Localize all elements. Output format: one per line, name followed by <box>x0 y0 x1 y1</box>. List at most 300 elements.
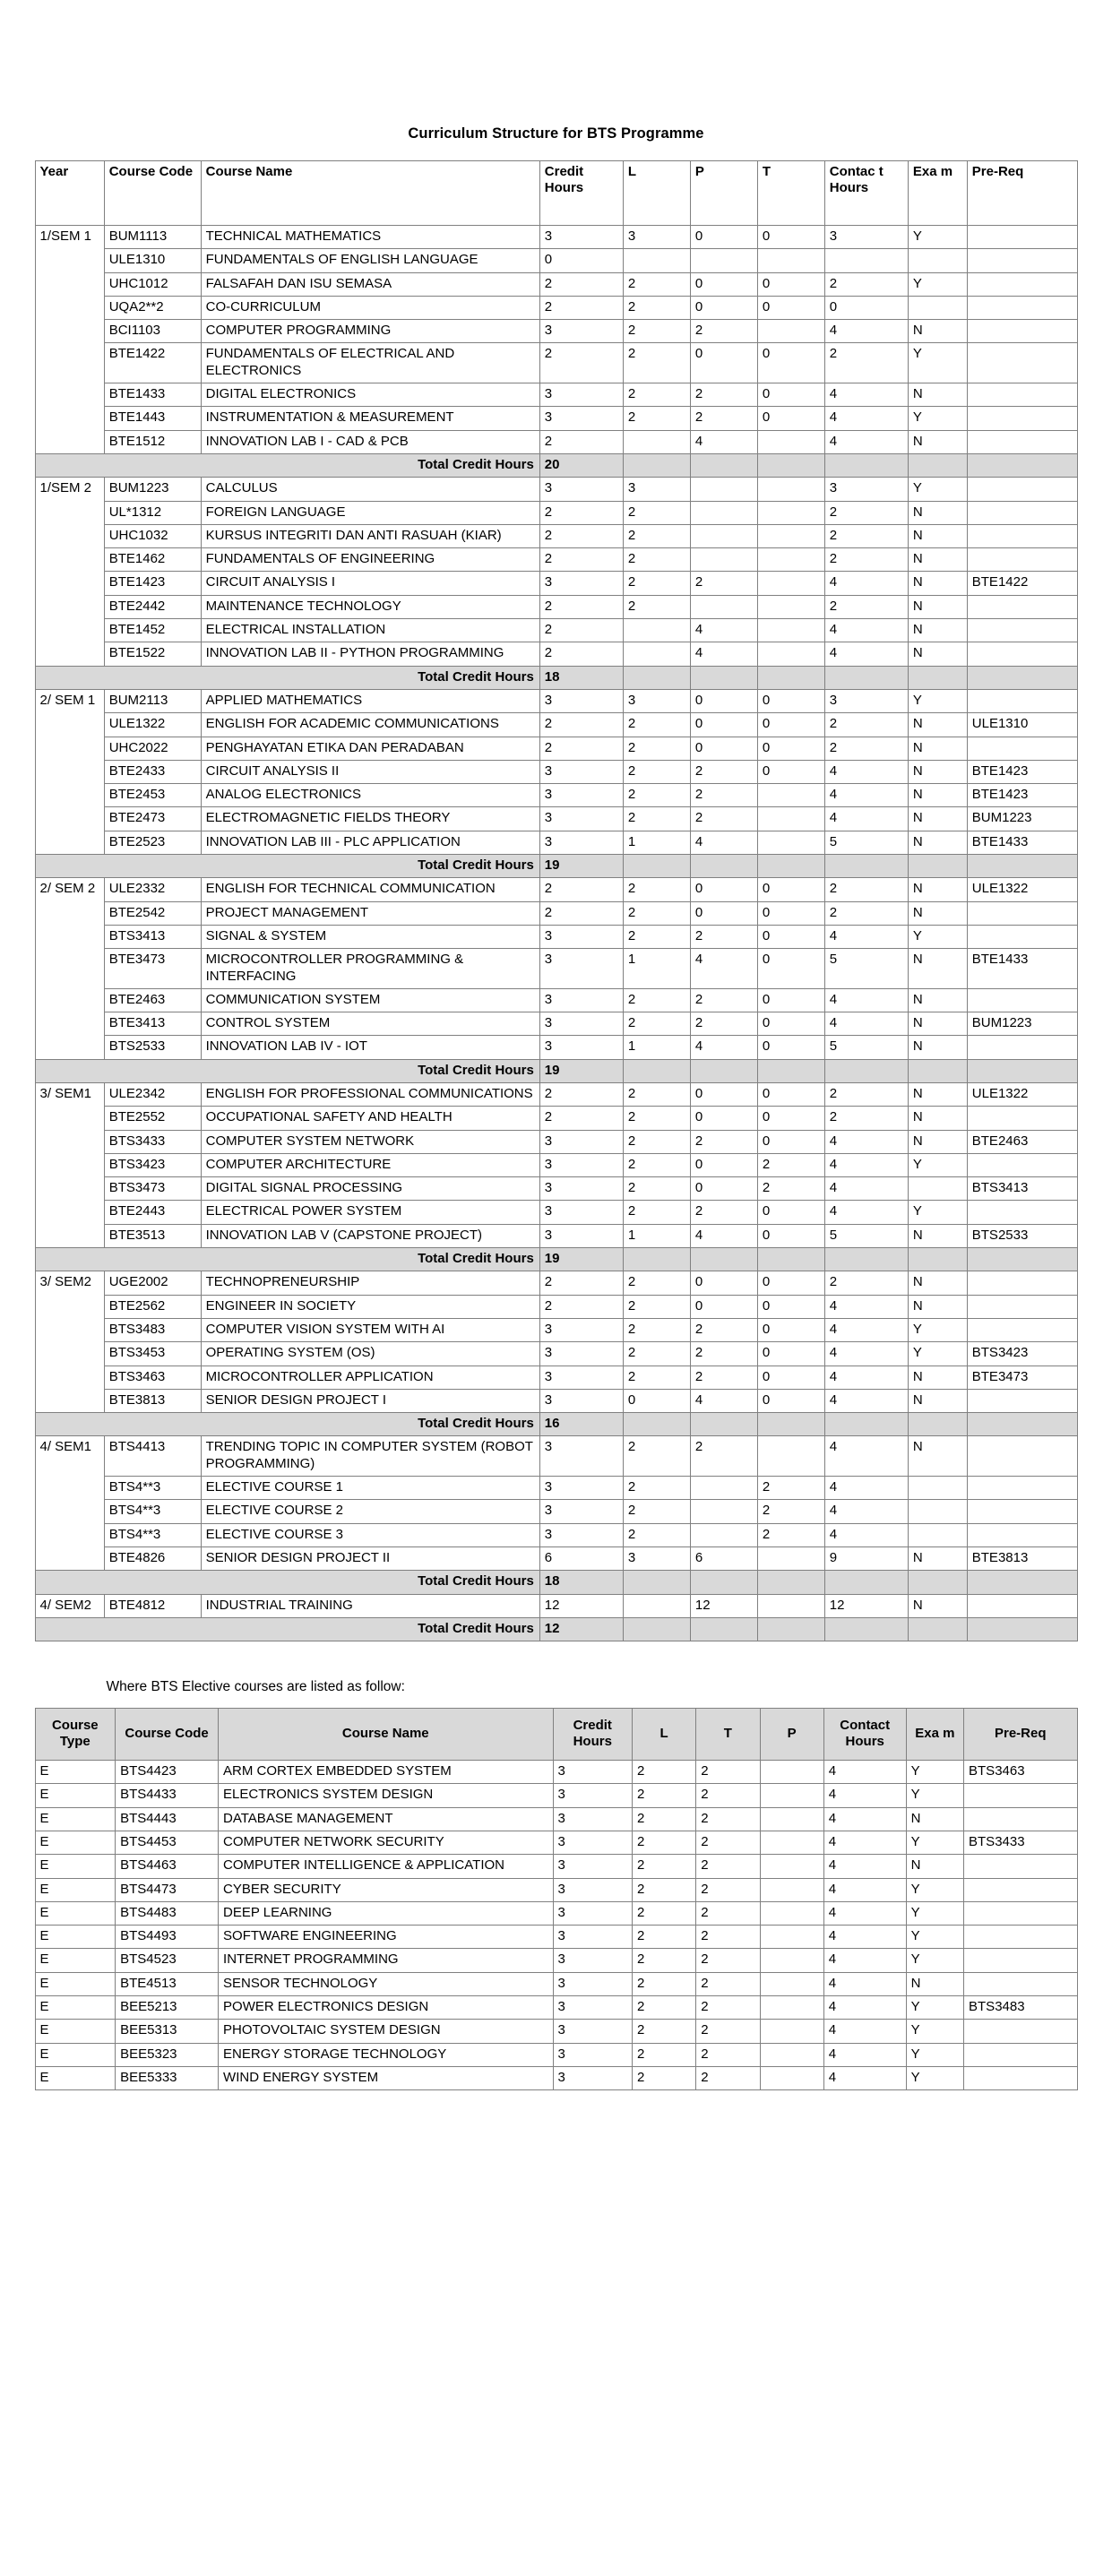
course-code-cell: BUM1223 <box>104 478 201 501</box>
prereq-cell <box>967 925 1077 948</box>
elective-note: Where BTS Elective courses are listed as follow: <box>106 1679 405 1695</box>
lecture-hours-cell: 2 <box>623 383 690 407</box>
course-code-cell: UHC1012 <box>104 272 201 296</box>
table-row <box>35 1201 1077 1224</box>
elective-tutorial-hours-cell: 2 <box>696 2043 760 2066</box>
total-row-empty-cell <box>967 453 1077 477</box>
elective-credit-hours-cell: 3 <box>553 1878 632 1901</box>
credit-hours-cell: 3 <box>539 1177 623 1201</box>
elective-lecture-hours-cell: 2 <box>633 2066 696 2089</box>
lecture-hours-cell: 2 <box>623 296 690 319</box>
course-name-cell: CO-CURRICULUM <box>201 296 539 319</box>
course-name-cell: FUNDAMENTALS OF ENGLISH LANGUAGE <box>201 249 539 272</box>
total-credit-hours-label: Total Credit Hours <box>35 855 539 878</box>
practical-hours-cell: 0 <box>690 1082 757 1106</box>
curriculum-table-header <box>35 161 1077 226</box>
elective-course-code-cell: BTS4483 <box>116 1901 219 1925</box>
practical-hours-cell: 2 <box>690 988 757 1012</box>
contact-hours-cell: 5 <box>824 831 908 854</box>
table-row <box>35 1295 1077 1318</box>
total-row-empty-cell <box>908 1571 967 1594</box>
practical-hours-cell: 12 <box>690 1594 757 1617</box>
lecture-hours-cell: 2 <box>623 1342 690 1366</box>
tutorial-hours-cell: 0 <box>757 1036 824 1059</box>
elective-credit-hours-cell: 3 <box>553 2066 632 2089</box>
contact-hours-cell: 2 <box>824 1271 908 1295</box>
elective-contact-hours-cell: 4 <box>823 1926 906 1949</box>
course-code-cell: BTE2542 <box>104 901 201 925</box>
contact-hours-cell: 2 <box>824 501 908 524</box>
table-row <box>35 619 1077 642</box>
exam-cell: N <box>908 1546 967 1570</box>
prereq-cell: BTS3413 <box>967 1177 1077 1201</box>
elective-course-type-cell: E <box>35 2066 116 2089</box>
elective-prereq-cell <box>964 1878 1077 1901</box>
table-row <box>35 1500 1077 1523</box>
course-name-cell: COMPUTER ARCHITECTURE <box>201 1153 539 1176</box>
exam-cell: N <box>908 760 967 783</box>
elective-exam-cell: N <box>906 1972 963 1995</box>
lecture-hours-cell: 2 <box>623 1130 690 1153</box>
course-name-cell: INDUSTRIAL TRAINING <box>201 1594 539 1617</box>
elective-practical-hours-cell <box>760 1972 823 1995</box>
elective-course-code-cell: BTS4453 <box>116 1831 219 1855</box>
elective-course-type-cell: E <box>35 1996 116 2020</box>
exam-cell <box>908 249 967 272</box>
column-header-course-code: Course Code <box>104 161 201 226</box>
elective-tutorial-hours-cell: 2 <box>696 1878 760 1901</box>
lecture-hours-cell: 2 <box>623 1082 690 1106</box>
lecture-hours-cell: 1 <box>623 1224 690 1247</box>
prereq-cell <box>967 1153 1077 1176</box>
credit-hours-cell: 3 <box>539 572 623 595</box>
course-name-cell: TECHNOPRENEURSHIP <box>201 1271 539 1295</box>
course-name-cell: SENIOR DESIGN PROJECT II <box>201 1546 539 1570</box>
column-header-elective-course-code: Course Code <box>116 1709 219 1761</box>
lecture-hours-cell: 2 <box>623 548 690 572</box>
credit-hours-cell: 2 <box>539 501 623 524</box>
table-row <box>35 1012 1077 1036</box>
elective-practical-hours-cell <box>760 1855 823 1878</box>
practical-hours-cell: 2 <box>690 1366 757 1389</box>
credit-hours-cell: 2 <box>539 595 623 618</box>
elective-table-row <box>35 1807 1077 1831</box>
exam-cell: N <box>908 430 967 453</box>
tutorial-hours-cell: 0 <box>757 988 824 1012</box>
column-header-credit-hours: Credit Hours <box>539 161 623 226</box>
tutorial-hours-cell: 0 <box>757 226 824 249</box>
elective-prereq-cell <box>964 1901 1077 1925</box>
course-name-cell: INNOVATION LAB IV - IOT <box>201 1036 539 1059</box>
course-name-cell: ENGINEER IN SOCIETY <box>201 1295 539 1318</box>
total-row-empty-cell <box>623 1248 690 1271</box>
practical-hours-cell: 0 <box>690 1177 757 1201</box>
course-code-cell: BTS4413 <box>104 1436 201 1477</box>
elective-exam-cell: Y <box>906 1996 963 2020</box>
contact-hours-cell: 3 <box>824 226 908 249</box>
course-code-cell: UGE2002 <box>104 1271 201 1295</box>
practical-hours-cell <box>690 478 757 501</box>
course-name-cell: ELECTROMAGNETIC FIELDS THEORY <box>201 807 539 831</box>
total-credit-hours-row <box>35 855 1077 878</box>
contact-hours-cell: 4 <box>824 1477 908 1500</box>
table-row <box>35 407 1077 430</box>
elective-credit-hours-cell: 3 <box>553 2020 632 2043</box>
exam-cell: Y <box>908 1153 967 1176</box>
elective-course-name-cell: COMPUTER INTELLIGENCE & APPLICATION <box>219 1855 553 1878</box>
lecture-hours-cell: 2 <box>623 320 690 343</box>
credit-hours-cell: 3 <box>539 784 623 807</box>
prereq-cell <box>967 249 1077 272</box>
contact-hours-cell: 4 <box>824 1436 908 1477</box>
total-row-empty-cell <box>908 1059 967 1082</box>
course-name-cell: INNOVATION LAB II - PYTHON PROGRAMMING <box>201 642 539 666</box>
practical-hours-cell: 2 <box>690 572 757 595</box>
elective-tutorial-hours-cell: 2 <box>696 1807 760 1831</box>
total-credit-hours-row <box>35 666 1077 689</box>
contact-hours-cell: 4 <box>824 1012 908 1036</box>
practical-hours-cell: 0 <box>690 689 757 712</box>
year-semester-cell: 3/ SEM1 <box>35 1082 104 1247</box>
course-code-cell: BTS2533 <box>104 1036 201 1059</box>
lecture-hours-cell: 2 <box>623 878 690 901</box>
exam-cell: N <box>908 901 967 925</box>
elective-lecture-hours-cell: 2 <box>633 2020 696 2043</box>
practical-hours-cell: 4 <box>690 831 757 854</box>
exam-cell: N <box>908 784 967 807</box>
elective-lecture-hours-cell: 2 <box>633 1996 696 2020</box>
prereq-cell <box>967 548 1077 572</box>
column-header-elective-prereq: Pre-Req <box>964 1709 1077 1761</box>
practical-hours-cell: 0 <box>690 901 757 925</box>
elective-prereq-cell <box>964 1972 1077 1995</box>
practical-hours-cell: 0 <box>690 1153 757 1176</box>
elective-credit-hours-cell: 3 <box>553 1926 632 1949</box>
tutorial-hours-cell: 0 <box>757 296 824 319</box>
elective-course-type-cell: E <box>35 1972 116 1995</box>
contact-hours-cell: 12 <box>824 1594 908 1617</box>
tutorial-hours-cell <box>757 320 824 343</box>
course-code-cell: BTE2473 <box>104 807 201 831</box>
lecture-hours-cell: 1 <box>623 1036 690 1059</box>
tutorial-hours-cell: 2 <box>757 1177 824 1201</box>
credit-hours-cell: 3 <box>539 807 623 831</box>
credit-hours-cell: 2 <box>539 548 623 572</box>
exam-cell: N <box>908 1036 967 1059</box>
exam-cell: N <box>908 713 967 737</box>
elective-course-code-cell: BTS4523 <box>116 1949 219 1972</box>
prereq-cell <box>967 226 1077 249</box>
course-code-cell: BUM2113 <box>104 689 201 712</box>
elective-course-code-cell: BEE5323 <box>116 2043 219 2066</box>
elective-credit-hours-cell: 3 <box>553 1761 632 1784</box>
exam-cell: Y <box>908 407 967 430</box>
prereq-cell <box>967 478 1077 501</box>
elective-contact-hours-cell: 4 <box>823 1949 906 1972</box>
practical-hours-cell: 4 <box>690 642 757 666</box>
lecture-hours-cell: 2 <box>623 1107 690 1130</box>
practical-hours-cell: 0 <box>690 1107 757 1130</box>
practical-hours-cell: 0 <box>690 713 757 737</box>
total-credit-hours-value: 16 <box>539 1413 623 1436</box>
elective-credit-hours-cell: 3 <box>553 1972 632 1995</box>
exam-cell <box>908 1477 967 1500</box>
course-code-cell: BTE2442 <box>104 595 201 618</box>
exam-cell: N <box>908 878 967 901</box>
table-row <box>35 1342 1077 1366</box>
course-name-cell: PENGHAYATAN ETIKA DAN PERADABAN <box>201 737 539 760</box>
contact-hours-cell: 4 <box>824 430 908 453</box>
table-row <box>35 831 1077 854</box>
lecture-hours-cell: 2 <box>623 784 690 807</box>
year-semester-cell: 1/SEM 1 <box>35 226 104 454</box>
course-name-cell: APPLIED MATHEMATICS <box>201 689 539 712</box>
prereq-cell <box>967 430 1077 453</box>
total-credit-hours-value: 19 <box>539 1248 623 1271</box>
practical-hours-cell: 2 <box>690 1012 757 1036</box>
elective-course-type-cell: E <box>35 1784 116 1807</box>
total-credit-hours-value: 20 <box>539 453 623 477</box>
elective-prereq-cell <box>964 2066 1077 2089</box>
prereq-cell <box>967 524 1077 547</box>
credit-hours-cell: 3 <box>539 1201 623 1224</box>
practical-hours-cell: 2 <box>690 383 757 407</box>
elective-practical-hours-cell <box>760 1831 823 1855</box>
elective-practical-hours-cell <box>760 1807 823 1831</box>
practical-hours-cell <box>690 548 757 572</box>
lecture-hours-cell: 2 <box>623 901 690 925</box>
table-row <box>35 1130 1077 1153</box>
elective-exam-cell: Y <box>906 1949 963 1972</box>
prereq-cell: BTS2533 <box>967 1224 1077 1247</box>
practical-hours-cell: 2 <box>690 807 757 831</box>
elective-course-code-cell: BTS4493 <box>116 1926 219 1949</box>
prereq-cell <box>967 988 1077 1012</box>
prereq-cell <box>967 1594 1077 1617</box>
total-row-empty-cell <box>623 1617 690 1641</box>
total-credit-hours-row <box>35 1571 1077 1594</box>
credit-hours-cell: 2 <box>539 878 623 901</box>
elective-course-type-cell: E <box>35 1949 116 1972</box>
course-code-cell: BTS4**3 <box>104 1523 201 1546</box>
year-semester-cell: 3/ SEM2 <box>35 1271 104 1413</box>
table-row <box>35 478 1077 501</box>
exam-cell: N <box>908 1366 967 1389</box>
credit-hours-cell: 3 <box>539 1036 623 1059</box>
prereq-cell <box>967 1271 1077 1295</box>
contact-hours-cell: 0 <box>824 296 908 319</box>
course-name-cell: ELECTRICAL INSTALLATION <box>201 619 539 642</box>
practical-hours-cell: 2 <box>690 407 757 430</box>
course-name-cell: OCCUPATIONAL SAFETY AND HEALTH <box>201 1107 539 1130</box>
elective-lecture-hours-cell: 2 <box>633 1855 696 1878</box>
total-credit-hours-label: Total Credit Hours <box>35 1617 539 1641</box>
table-row <box>35 1107 1077 1130</box>
credit-hours-cell: 3 <box>539 831 623 854</box>
lecture-hours-cell <box>623 249 690 272</box>
lecture-hours-cell: 2 <box>623 272 690 296</box>
elective-table-row <box>35 1855 1077 1878</box>
credit-hours-cell: 2 <box>539 296 623 319</box>
elective-course-name-cell: PHOTOVOLTAIC SYSTEM DESIGN <box>219 2020 553 2043</box>
exam-cell: N <box>908 572 967 595</box>
tutorial-hours-cell: 0 <box>757 1224 824 1247</box>
lecture-hours-cell: 3 <box>623 1546 690 1570</box>
elective-table-row <box>35 1926 1077 1949</box>
course-name-cell: FUNDAMENTALS OF ELECTRICAL AND ELECTRONICS <box>201 343 539 383</box>
tutorial-hours-cell: 0 <box>757 878 824 901</box>
lecture-hours-cell <box>623 430 690 453</box>
elective-table-row <box>35 1901 1077 1925</box>
exam-cell: Y <box>908 1342 967 1366</box>
table-row <box>35 226 1077 249</box>
elective-tutorial-hours-cell: 2 <box>696 1949 760 1972</box>
total-row-empty-cell <box>824 1571 908 1594</box>
prereq-cell <box>967 1318 1077 1341</box>
course-code-cell: BTE3813 <box>104 1389 201 1412</box>
course-code-cell: BTE1522 <box>104 642 201 666</box>
practical-hours-cell <box>690 1500 757 1523</box>
total-credit-hours-label: Total Credit Hours <box>35 1413 539 1436</box>
tutorial-hours-cell: 0 <box>757 1271 824 1295</box>
elective-practical-hours-cell <box>760 1926 823 1949</box>
tutorial-hours-cell: 2 <box>757 1153 824 1176</box>
tutorial-hours-cell <box>757 1594 824 1617</box>
course-name-cell: COMPUTER VISION SYSTEM WITH AI <box>201 1318 539 1341</box>
lecture-hours-cell: 2 <box>623 988 690 1012</box>
elective-table-row <box>35 1949 1077 1972</box>
total-credit-hours-row <box>35 453 1077 477</box>
course-code-cell: BTE2443 <box>104 1201 201 1224</box>
exam-cell: N <box>908 949 967 989</box>
tutorial-hours-cell: 0 <box>757 272 824 296</box>
credit-hours-cell: 3 <box>539 1342 623 1366</box>
elective-tutorial-hours-cell: 2 <box>696 1996 760 2020</box>
exam-cell: N <box>908 1012 967 1036</box>
lecture-hours-cell: 2 <box>623 572 690 595</box>
total-credit-hours-label: Total Credit Hours <box>35 1059 539 1082</box>
exam-cell: Y <box>908 925 967 948</box>
table-row <box>35 1594 1077 1617</box>
elective-prereq-cell <box>964 2043 1077 2066</box>
exam-cell: N <box>908 1082 967 1106</box>
course-code-cell: BTE1452 <box>104 619 201 642</box>
prereq-cell <box>967 642 1077 666</box>
elective-course-code-cell: BTE4513 <box>116 1972 219 1995</box>
course-name-cell: FOREIGN LANGUAGE <box>201 501 539 524</box>
course-name-cell: COMMUNICATION SYSTEM <box>201 988 539 1012</box>
course-name-cell: OPERATING SYSTEM (OS) <box>201 1342 539 1366</box>
prereq-cell <box>967 272 1077 296</box>
prereq-cell: BTS3423 <box>967 1342 1077 1366</box>
elective-tutorial-hours-cell: 2 <box>696 1901 760 1925</box>
column-header-lecture: L <box>623 161 690 226</box>
elective-contact-hours-cell: 4 <box>823 1996 906 2020</box>
total-credit-hours-row <box>35 1617 1077 1641</box>
prereq-cell <box>967 383 1077 407</box>
practical-hours-cell: 2 <box>690 320 757 343</box>
total-row-empty-cell <box>824 1248 908 1271</box>
lecture-hours-cell: 2 <box>623 1436 690 1477</box>
elective-course-type-cell: E <box>35 1807 116 1831</box>
tutorial-hours-cell <box>757 478 824 501</box>
tutorial-hours-cell <box>757 1546 824 1570</box>
lecture-hours-cell: 2 <box>623 1271 690 1295</box>
elective-table-row <box>35 1761 1077 1784</box>
elective-course-code-cell: BTS4473 <box>116 1878 219 1901</box>
course-code-cell: BTS4**3 <box>104 1477 201 1500</box>
course-name-cell: TRENDING TOPIC IN COMPUTER SYSTEM (ROBOT PROGRAMMING) <box>201 1436 539 1477</box>
contact-hours-cell: 2 <box>824 548 908 572</box>
prereq-cell: BTE1423 <box>967 760 1077 783</box>
lecture-hours-cell: 2 <box>623 1523 690 1546</box>
exam-cell: N <box>908 619 967 642</box>
credit-hours-cell: 3 <box>539 1318 623 1341</box>
table-row <box>35 524 1077 547</box>
exam-cell: Y <box>908 478 967 501</box>
table-row <box>35 642 1077 666</box>
course-code-cell: BTE3513 <box>104 1224 201 1247</box>
course-name-cell: DIGITAL ELECTRONICS <box>201 383 539 407</box>
course-name-cell: FUNDAMENTALS OF ENGINEERING <box>201 548 539 572</box>
total-credit-hours-row <box>35 1413 1077 1436</box>
prereq-cell <box>967 1500 1077 1523</box>
elective-exam-cell: Y <box>906 1761 963 1784</box>
table-row <box>35 343 1077 383</box>
credit-hours-cell: 3 <box>539 226 623 249</box>
elective-contact-hours-cell: 4 <box>823 1972 906 1995</box>
contact-hours-cell: 4 <box>824 925 908 948</box>
tutorial-hours-cell: 0 <box>757 925 824 948</box>
course-name-cell: FALSAFAH DAN ISU SEMASA <box>201 272 539 296</box>
prereq-cell: BTE2463 <box>967 1130 1077 1153</box>
total-credit-hours-label: Total Credit Hours <box>35 1571 539 1594</box>
lecture-hours-cell: 2 <box>623 1500 690 1523</box>
elective-prereq-cell <box>964 1855 1077 1878</box>
prereq-cell: BUM1223 <box>967 807 1077 831</box>
contact-hours-cell: 2 <box>824 343 908 383</box>
credit-hours-cell: 3 <box>539 1389 623 1412</box>
credit-hours-cell: 3 <box>539 478 623 501</box>
elective-practical-hours-cell <box>760 1949 823 1972</box>
credit-hours-cell: 2 <box>539 1107 623 1130</box>
elective-tutorial-hours-cell: 2 <box>696 1972 760 1995</box>
exam-cell: Y <box>908 343 967 383</box>
total-row-empty-cell <box>908 453 967 477</box>
elective-contact-hours-cell: 4 <box>823 1878 906 1901</box>
course-name-cell: CONTROL SYSTEM <box>201 1012 539 1036</box>
table-row <box>35 296 1077 319</box>
elective-exam-cell: Y <box>906 2043 963 2066</box>
exam-cell: N <box>908 1295 967 1318</box>
exam-cell: N <box>908 988 967 1012</box>
total-row-empty-cell <box>757 855 824 878</box>
elective-course-name-cell: DATABASE MANAGEMENT <box>219 1807 553 1831</box>
elective-table-row <box>35 2020 1077 2043</box>
tutorial-hours-cell: 0 <box>757 760 824 783</box>
elective-exam-cell: Y <box>906 1831 963 1855</box>
elective-lecture-hours-cell: 2 <box>633 1831 696 1855</box>
total-credit-hours-value: 19 <box>539 855 623 878</box>
course-name-cell: SIGNAL & SYSTEM <box>201 925 539 948</box>
practical-hours-cell: 4 <box>690 430 757 453</box>
elective-course-code-cell: BTS4433 <box>116 1784 219 1807</box>
table-row <box>35 430 1077 453</box>
column-header-exam: Exa m <box>908 161 967 226</box>
elective-credit-hours-cell: 3 <box>553 1996 632 2020</box>
lecture-hours-cell: 2 <box>623 1366 690 1389</box>
table-row <box>35 1477 1077 1500</box>
